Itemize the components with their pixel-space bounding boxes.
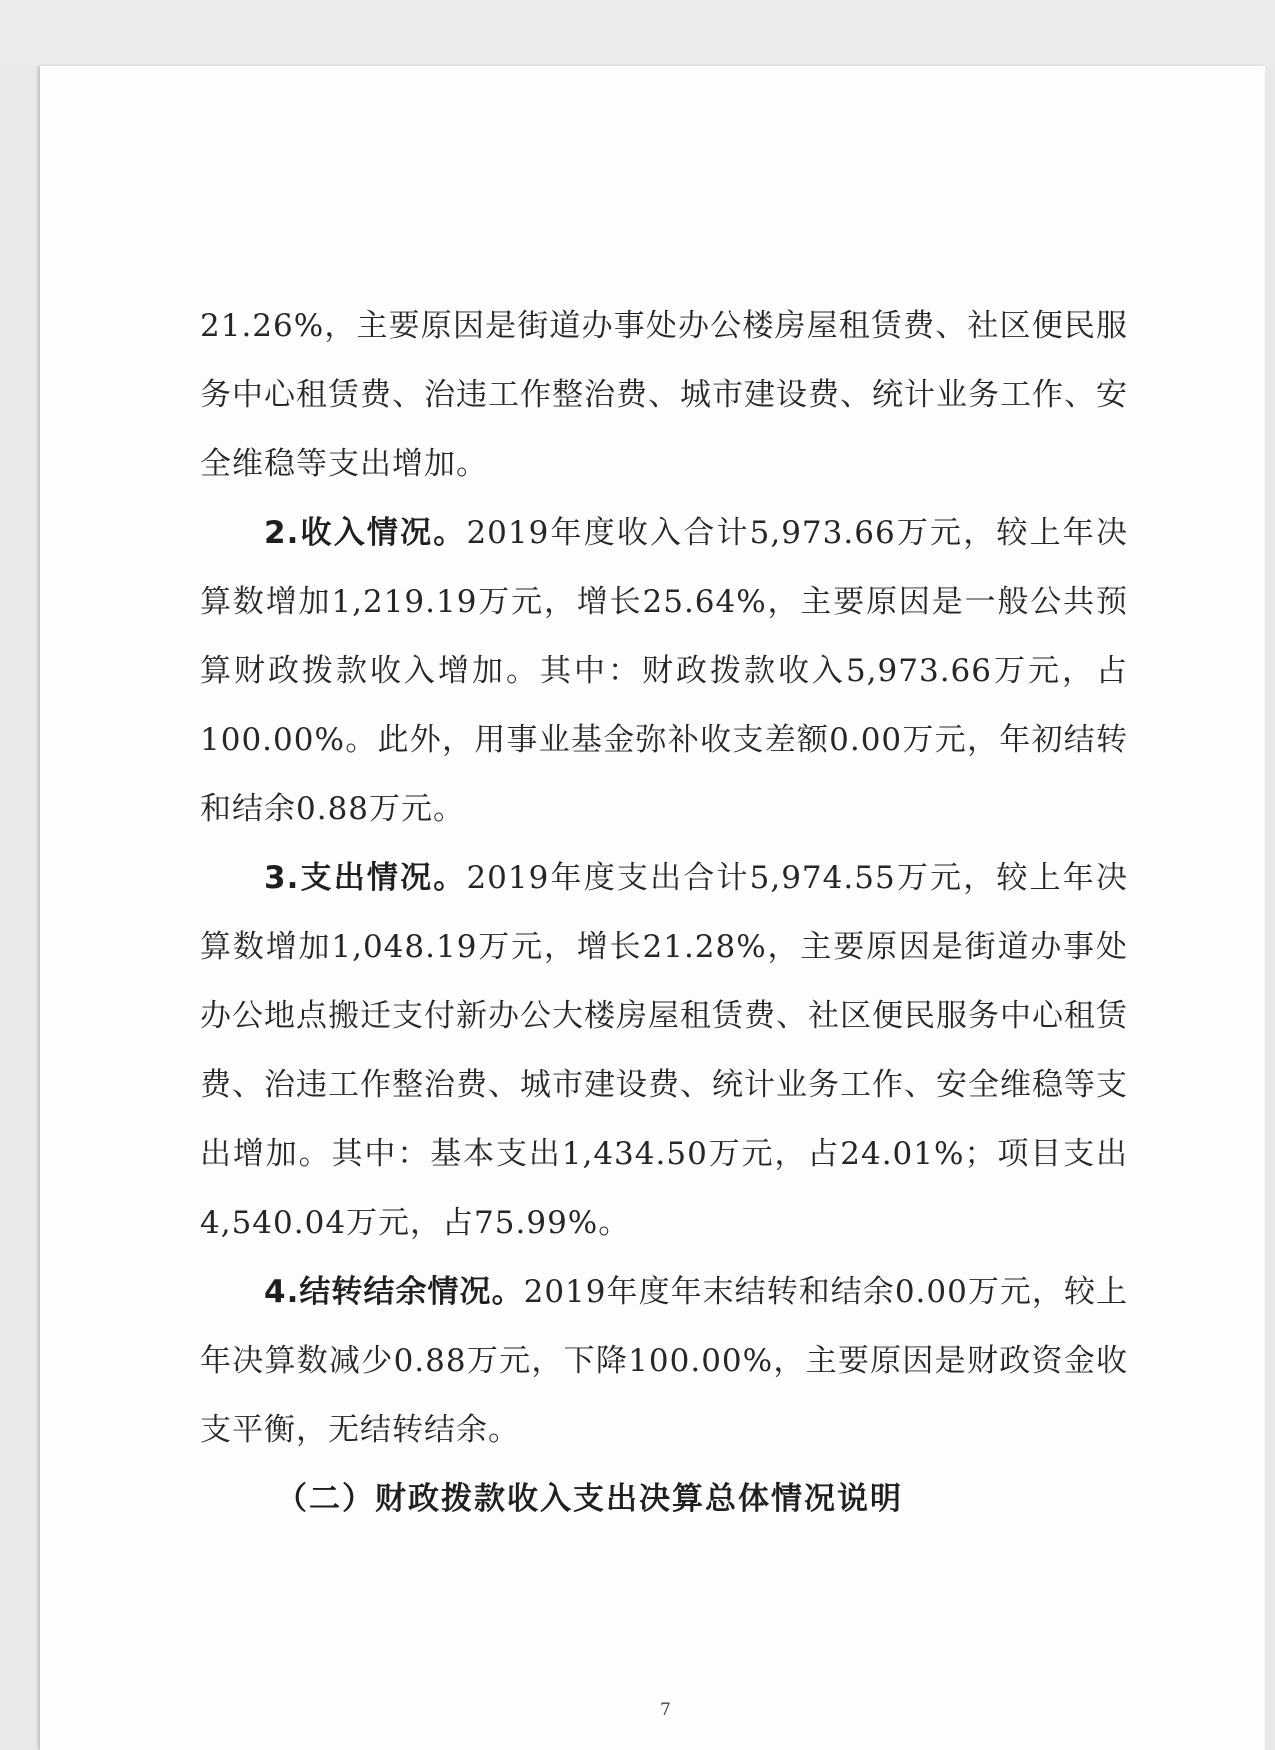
paragraph-carryover <box>200 1258 1128 1465</box>
paragraph-continuation <box>200 292 1128 499</box>
document-body <box>200 292 1128 1534</box>
paragraph-text: 2019年度年末结转和结余0.00万元，较上年决算数减少0.88万元，下降100.00%，主要原因是财政资金收支平衡，无结转结余。 <box>200 1274 1128 1448</box>
paragraph-expenditure <box>200 844 1128 1258</box>
carryover-heading: 4.结转结余情况。 <box>264 1274 524 1310</box>
paragraph-income <box>200 499 1128 844</box>
paragraph-text: 2019年度支出合计5,974.55万元，较上年决算数增加1,048.19万元，增长21.28%，主要原因是街道办事处办公地点搬迁支付新办公大楼房屋租赁费、社区便民服务中心租赁费、治违工作整治费、城市建设费、统计业务工作、安全维稳等支出增加。其中：基本支出1,434.50万元，占24.01%；项目支出4,540.04万元，占75.99%。 <box>200 860 1128 1241</box>
paragraph-text: 21.26%，主要原因是街道办事处办公楼房屋租赁费、社区便民服务中心租赁费、治违工作整治费、城市建设费、统计业务工作、安全维稳等支出增加。 <box>200 308 1128 482</box>
expenditure-heading: 3.支出情况。 <box>264 860 467 896</box>
scan-top-margin <box>0 0 1275 66</box>
page-number: 7 <box>660 1700 671 1720</box>
paragraph-text: 2019年度收入合计5,973.66万元，较上年决算数增加1,219.19万元，增长25.64%，主要原因是一般公共预算财政拨款收入增加。其中：财政拨款收入5,973.66万元，占100.00%。此外，用事业基金弥补收支差额0.00万元，年初结转和结余0.88万元。 <box>200 515 1128 827</box>
income-heading: 2.收入情况。 <box>264 515 467 551</box>
section-heading: （二）财政拨款收入支出决算总体情况说明 <box>276 1481 903 1517</box>
